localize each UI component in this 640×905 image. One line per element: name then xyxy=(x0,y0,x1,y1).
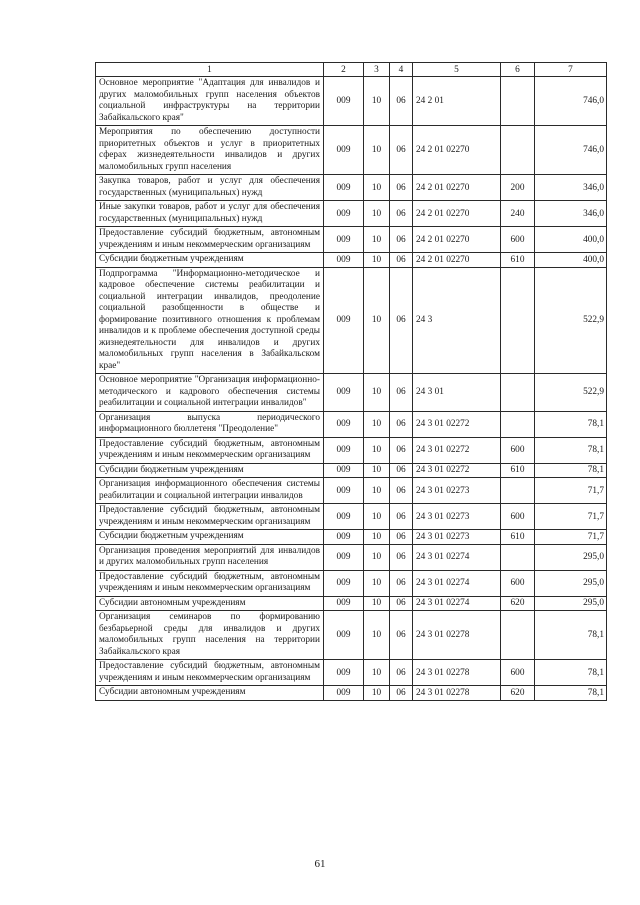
table-row xyxy=(96,374,607,412)
code-ministry: 009 xyxy=(324,463,364,478)
amount: 746,0 xyxy=(535,126,607,175)
code-section: 10 xyxy=(364,504,390,530)
table-row xyxy=(96,596,607,611)
code-ministry: 009 xyxy=(324,596,364,611)
amount: 400,0 xyxy=(535,227,607,253)
table-row xyxy=(96,686,607,701)
code-target-article: 24 3 01 02272 xyxy=(413,437,501,463)
table-row xyxy=(96,530,607,545)
code-target-article: 24 2 01 02270 xyxy=(413,201,501,227)
header-row xyxy=(96,63,607,77)
code-subsection: 06 xyxy=(390,530,413,545)
code-target-article: 24 3 01 02278 xyxy=(413,686,501,701)
code-target-article: 24 3 01 02274 xyxy=(413,544,501,570)
code-section: 10 xyxy=(364,596,390,611)
code-ministry: 009 xyxy=(324,570,364,596)
code-section: 10 xyxy=(364,478,390,504)
table-row xyxy=(96,227,607,253)
code-ministry: 009 xyxy=(324,437,364,463)
header-col-1: 1 xyxy=(96,63,324,77)
item-name: Предоставление субсидий бюджетным, автономным учреждениям и иным некоммерческим организациям xyxy=(96,570,324,596)
table-row xyxy=(96,570,607,596)
page-number: 61 xyxy=(314,858,326,870)
code-ministry: 009 xyxy=(324,374,364,412)
code-ministry: 009 xyxy=(324,77,364,126)
table-row xyxy=(96,126,607,175)
code-target-article: 24 3 01 02272 xyxy=(413,411,501,437)
code-ministry: 009 xyxy=(324,267,364,374)
code-expense-type xyxy=(501,267,535,374)
code-ministry: 009 xyxy=(324,611,364,660)
header-col-5: 5 xyxy=(413,63,501,77)
code-subsection: 06 xyxy=(390,544,413,570)
code-expense-type: 610 xyxy=(501,530,535,545)
code-section: 10 xyxy=(364,463,390,478)
table-row xyxy=(96,544,607,570)
code-ministry: 009 xyxy=(324,478,364,504)
code-target-article: 24 2 01 02270 xyxy=(413,126,501,175)
code-ministry: 009 xyxy=(324,504,364,530)
code-section: 10 xyxy=(364,374,390,412)
code-subsection: 06 xyxy=(390,126,413,175)
item-name: Организация информационного обеспечения системы реабилитации и социальной интеграции инвалидов xyxy=(96,478,324,504)
item-name: Субсидии бюджетным учреждениям xyxy=(96,253,324,268)
item-name: Закупка товаров, работ и услуг для обеспечения государственных (муниципальных) нужд xyxy=(96,175,324,201)
table-row xyxy=(96,77,607,126)
code-expense-type xyxy=(501,411,535,437)
code-target-article: 24 3 01 02273 xyxy=(413,504,501,530)
code-section: 10 xyxy=(364,437,390,463)
code-expense-type xyxy=(501,126,535,175)
code-target-article: 24 2 01 02270 xyxy=(413,175,501,201)
budget-table xyxy=(95,62,607,701)
code-ministry: 009 xyxy=(324,686,364,701)
item-name: Предоставление субсидий бюджетным, автономным учреждениям и иным некоммерческим организациям xyxy=(96,504,324,530)
amount: 71,7 xyxy=(535,478,607,504)
amount: 71,7 xyxy=(535,504,607,530)
table-row xyxy=(96,660,607,686)
amount: 295,0 xyxy=(535,544,607,570)
code-ministry: 009 xyxy=(324,126,364,175)
table-row xyxy=(96,253,607,268)
item-name: Предоставление субсидий бюджетным, автономным учреждениям и иным некоммерческим организациям xyxy=(96,227,324,253)
table-row xyxy=(96,504,607,530)
code-subsection: 06 xyxy=(390,686,413,701)
code-expense-type xyxy=(501,77,535,126)
code-subsection: 06 xyxy=(390,611,413,660)
code-section: 10 xyxy=(364,77,390,126)
amount: 78,1 xyxy=(535,660,607,686)
code-section: 10 xyxy=(364,201,390,227)
code-expense-type xyxy=(501,611,535,660)
code-subsection: 06 xyxy=(390,437,413,463)
table-row xyxy=(96,267,607,374)
item-name: Субсидии бюджетным учреждениям xyxy=(96,463,324,478)
code-section: 10 xyxy=(364,660,390,686)
code-ministry: 009 xyxy=(324,530,364,545)
code-expense-type: 610 xyxy=(501,463,535,478)
code-section: 10 xyxy=(364,411,390,437)
item-name: Организация семинаров по формированию безбарьерной среды для инвалидов и других маломобильных групп населения на территории Забайкальского края xyxy=(96,611,324,660)
amount: 522,9 xyxy=(535,374,607,412)
item-name: Мероприятия по обеспечению доступности приоритетных объектов и услуг в приоритетных сферах жизнедеятельности инвалидов и других маломобильных групп населения xyxy=(96,126,324,175)
item-name: Основное мероприятие "Организация информационно-методического и кадрового обеспечения системы реабилитации и социальной интеграции инвалидов" xyxy=(96,374,324,412)
code-target-article: 24 3 01 02278 xyxy=(413,660,501,686)
item-name: Организация проведения мероприятий для инвалидов и других маломобильных групп населения xyxy=(96,544,324,570)
code-ministry: 009 xyxy=(324,544,364,570)
item-name: Основное мероприятие "Адаптация для инвалидов и других маломобильных групп населения объектов социальной инфраструктуры на территории Забайкальского края" xyxy=(96,77,324,126)
code-subsection: 06 xyxy=(390,201,413,227)
item-name: Предоставление субсидий бюджетным, автономным учреждениям и иным некоммерческим организациям xyxy=(96,437,324,463)
table-row xyxy=(96,411,607,437)
code-target-article: 24 3 01 02274 xyxy=(413,596,501,611)
code-expense-type: 600 xyxy=(501,660,535,686)
code-subsection: 06 xyxy=(390,227,413,253)
table-row xyxy=(96,463,607,478)
code-section: 10 xyxy=(364,686,390,701)
code-subsection: 06 xyxy=(390,463,413,478)
code-subsection: 06 xyxy=(390,374,413,412)
table-row xyxy=(96,201,607,227)
code-expense-type: 600 xyxy=(501,227,535,253)
code-expense-type: 610 xyxy=(501,253,535,268)
code-subsection: 06 xyxy=(390,478,413,504)
code-target-article: 24 3 01 02273 xyxy=(413,530,501,545)
header-col-6: 6 xyxy=(501,63,535,77)
code-subsection: 06 xyxy=(390,660,413,686)
code-section: 10 xyxy=(364,267,390,374)
amount: 400,0 xyxy=(535,253,607,268)
code-expense-type: 200 xyxy=(501,175,535,201)
code-target-article: 24 3 01 02273 xyxy=(413,478,501,504)
code-expense-type: 600 xyxy=(501,570,535,596)
amount: 295,0 xyxy=(535,570,607,596)
item-name: Подпрограмма "Информационно-методическое и кадровое обеспечение системы реабилитации и социальной интеграции инвалидов, преодоление социальной разобщенности в обществе и формирование позитивного отношения к проблемам инвалидов и к проблеме обеспечения доступной среды жизнедеятельности для инвалидов и других маломобильных групп населения в Забайкальском крае" xyxy=(96,267,324,374)
table-row xyxy=(96,437,607,463)
code-expense-type: 600 xyxy=(501,437,535,463)
code-ministry: 009 xyxy=(324,227,364,253)
code-section: 10 xyxy=(364,544,390,570)
item-name: Субсидии автономным учреждениям xyxy=(96,596,324,611)
item-name: Субсидии бюджетным учреждениям xyxy=(96,530,324,545)
code-expense-type xyxy=(501,374,535,412)
code-expense-type xyxy=(501,544,535,570)
code-subsection: 06 xyxy=(390,77,413,126)
header-col-7: 7 xyxy=(535,63,607,77)
code-target-article: 24 3 01 02278 xyxy=(413,611,501,660)
table-body xyxy=(96,63,607,701)
code-ministry: 009 xyxy=(324,660,364,686)
item-name: Предоставление субсидий бюджетным, автономным учреждениям и иным некоммерческим организациям xyxy=(96,660,324,686)
code-subsection: 06 xyxy=(390,253,413,268)
code-subsection: 06 xyxy=(390,267,413,374)
code-ministry: 009 xyxy=(324,411,364,437)
code-section: 10 xyxy=(364,611,390,660)
code-target-article: 24 3 01 02274 xyxy=(413,570,501,596)
code-subsection: 06 xyxy=(390,504,413,530)
code-target-article: 24 3 01 xyxy=(413,374,501,412)
code-ministry: 009 xyxy=(324,175,364,201)
code-target-article: 24 2 01 xyxy=(413,77,501,126)
code-section: 10 xyxy=(364,227,390,253)
amount: 71,7 xyxy=(535,530,607,545)
amount: 346,0 xyxy=(535,175,607,201)
code-ministry: 009 xyxy=(324,253,364,268)
code-subsection: 06 xyxy=(390,411,413,437)
amount: 346,0 xyxy=(535,201,607,227)
amount: 78,1 xyxy=(535,611,607,660)
code-target-article: 24 2 01 02270 xyxy=(413,253,501,268)
amount: 295,0 xyxy=(535,596,607,611)
item-name: Организация выпуска периодического информационного бюллетеня "Преодоление" xyxy=(96,411,324,437)
amount: 78,1 xyxy=(535,686,607,701)
code-section: 10 xyxy=(364,175,390,201)
header-col-2: 2 xyxy=(324,63,364,77)
item-name: Субсидии автономным учреждениям xyxy=(96,686,324,701)
code-section: 10 xyxy=(364,570,390,596)
code-section: 10 xyxy=(364,530,390,545)
code-expense-type: 620 xyxy=(501,686,535,701)
code-ministry: 009 xyxy=(324,201,364,227)
code-section: 10 xyxy=(364,253,390,268)
amount: 78,1 xyxy=(535,463,607,478)
code-expense-type: 240 xyxy=(501,201,535,227)
amount: 78,1 xyxy=(535,437,607,463)
table-row xyxy=(96,175,607,201)
amount: 522,9 xyxy=(535,267,607,374)
code-expense-type: 600 xyxy=(501,504,535,530)
code-target-article: 24 3 xyxy=(413,267,501,374)
code-expense-type: 620 xyxy=(501,596,535,611)
code-subsection: 06 xyxy=(390,596,413,611)
code-target-article: 24 3 01 02272 xyxy=(413,463,501,478)
table-row xyxy=(96,611,607,660)
code-target-article: 24 2 01 02270 xyxy=(413,227,501,253)
amount: 78,1 xyxy=(535,411,607,437)
header-col-4: 4 xyxy=(390,63,413,77)
code-section: 10 xyxy=(364,126,390,175)
item-name: Иные закупки товаров, работ и услуг для обеспечения государственных (муниципальных) нужд xyxy=(96,201,324,227)
code-expense-type xyxy=(501,478,535,504)
code-subsection: 06 xyxy=(390,175,413,201)
table-row xyxy=(96,478,607,504)
amount: 746,0 xyxy=(535,77,607,126)
header-col-3: 3 xyxy=(364,63,390,77)
code-subsection: 06 xyxy=(390,570,413,596)
